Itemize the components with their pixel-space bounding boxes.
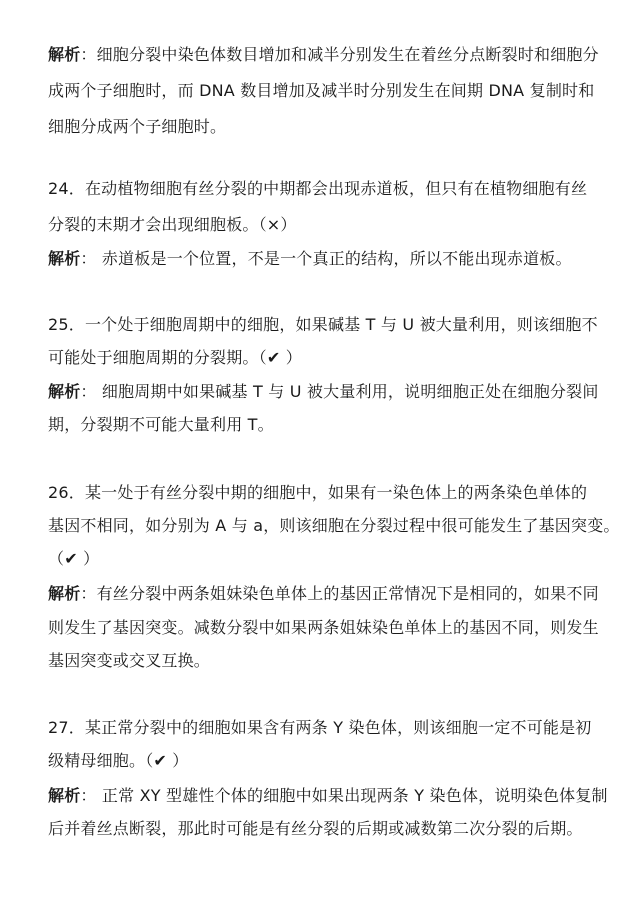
- analysis-text: 则发生了基因突变。减数分裂中如果两条姐妹染色单体上的基因不同，则发生: [48, 618, 599, 637]
- question-text: 可能处于细胞周期的分裂期。（: [48, 348, 267, 367]
- analysis-line: [48, 617, 598, 639]
- question-text: ）: [167, 751, 189, 770]
- analysis-text: 期，分裂期不可能大量利用 T。: [48, 415, 274, 434]
- check-mark-icon: ✔: [266, 348, 281, 367]
- analysis-line: [48, 44, 598, 66]
- analysis-text: ：有丝分裂中两条姐妹染色单体上的基因正常情况下是相同的，如果不同: [80, 584, 599, 603]
- analysis-line: [48, 248, 598, 270]
- question-text: （: [48, 549, 65, 568]
- question-24-line: [48, 178, 598, 200]
- question-text: ）: [77, 549, 100, 568]
- analysis-line: [48, 414, 598, 436]
- question-text: 级精母细胞。（: [48, 751, 154, 770]
- check-mark-icon: ✔: [64, 549, 78, 568]
- analysis-line: [48, 650, 598, 672]
- question-text: 基因不相同，如分别为 A 与 a，则该细胞在分裂过程中很可能发生了基因突变。: [48, 516, 620, 535]
- question-25-line: [48, 314, 598, 336]
- analysis-text: 基因突变或交叉互换。: [48, 651, 211, 670]
- question-27-line: [48, 750, 598, 772]
- analysis-line: [48, 818, 598, 840]
- question-text: 24．在动植物细胞有丝分裂的中期都会出现赤道板，但只有在植物细胞有丝: [48, 179, 588, 198]
- question-27-line: [48, 717, 598, 739]
- analysis-line: [48, 583, 598, 605]
- question-26-line: [48, 482, 598, 504]
- analysis-text: ： 正常 XY 型雄性个体的细胞中如果出现两条 Y 染色体，说明染色体复制: [80, 786, 608, 805]
- question-text: ）: [280, 348, 302, 367]
- question-25-line: [48, 347, 598, 369]
- question-26-line: [48, 548, 598, 570]
- question-text: 25．一个处于细胞周期中的细胞，如果碱基 T 与 U 被大量利用，则该细胞不: [48, 315, 598, 334]
- analysis-text: 细胞分成两个子细胞时。: [48, 117, 227, 136]
- question-26-line: [48, 515, 620, 537]
- analysis-text: ： 细胞周期中如果碱基 T 与 U 被大量利用，说明细胞正处在细胞分裂间: [80, 382, 599, 401]
- question-text: 26．某一处于有丝分裂中期的细胞中，如果有一染色体上的两条染色单体的: [48, 483, 588, 502]
- analysis-text: ：细胞分裂中染色体数目增加和减半分别发生在着丝分点断裂时和细胞分: [80, 45, 599, 64]
- analysis-label: 解析: [48, 249, 81, 268]
- analysis-line: [48, 80, 598, 102]
- analysis-label: 解析: [48, 45, 81, 64]
- analysis-line: [48, 785, 608, 807]
- analysis-line: [48, 116, 598, 138]
- analysis-text: 成两个子细胞时，而 DNA 数目增加及减半时分别发生在间期 DNA 复制时和: [48, 81, 595, 100]
- analysis-label: 解析: [48, 584, 81, 603]
- question-text: 27．某正常分裂中的细胞如果含有两条 Y 染色体，则该细胞一定不可能是初: [48, 718, 592, 737]
- question-24-line: [48, 214, 598, 236]
- analysis-label: 解析: [48, 786, 81, 805]
- analysis-line: [48, 381, 598, 403]
- question-text: 分裂的末期才会出现细胞板。（×）: [48, 215, 297, 234]
- analysis-text: 后并着丝点断裂，那此时可能是有丝分裂的后期或减数第二次分裂的后期。: [48, 819, 583, 838]
- check-mark-icon: ✔: [153, 751, 168, 770]
- analysis-text: ： 赤道板是一个位置，不是一个真正的结构，所以不能出现赤道板。: [80, 249, 572, 268]
- analysis-label: 解析: [48, 382, 81, 401]
